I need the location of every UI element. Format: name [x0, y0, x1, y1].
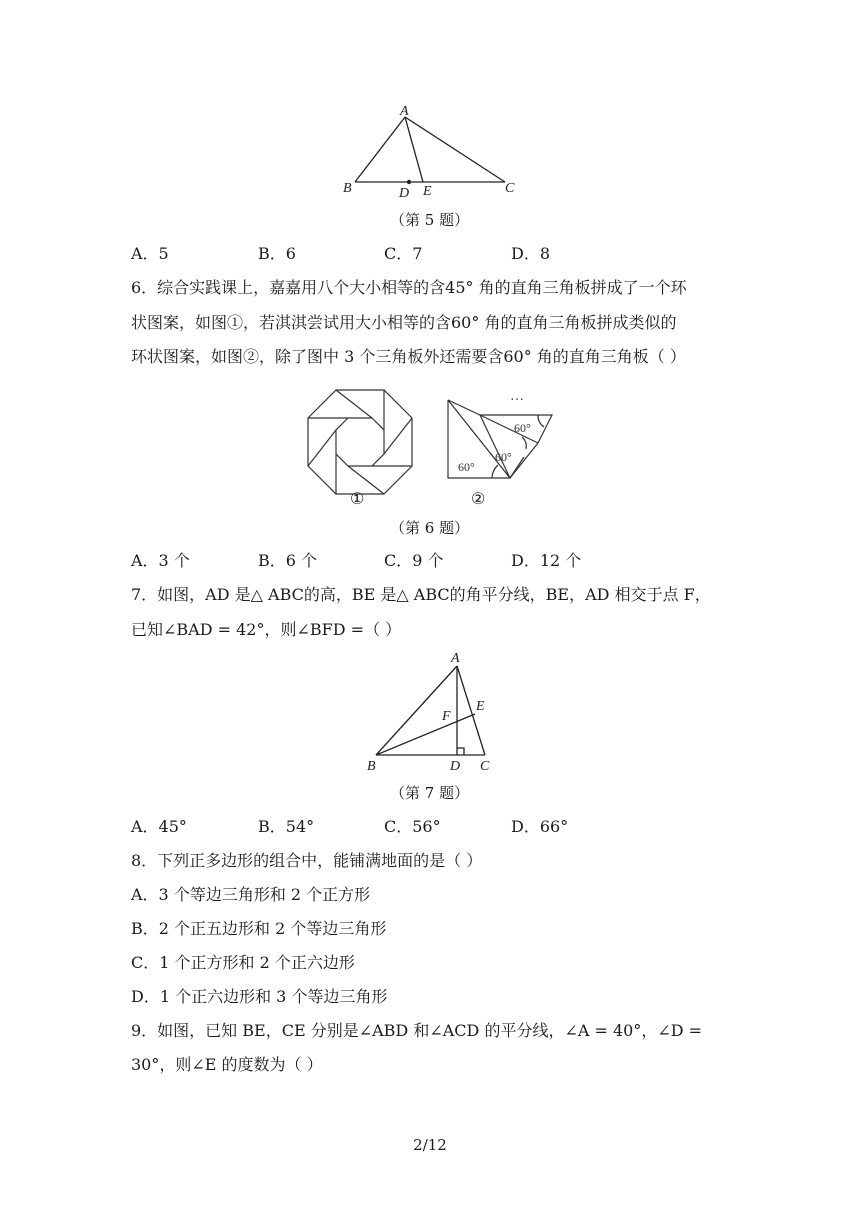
- q6-caption: （第 6 题）: [390, 519, 470, 537]
- q5-label-c: C: [505, 181, 515, 196]
- q5-caption: （第 5 题）: [390, 211, 470, 229]
- q7-label-c: C: [480, 759, 490, 774]
- q6-figure-2-label: ②: [471, 489, 486, 508]
- q8-option-a: A．3 个等边三角形和 2 个正方形: [131, 885, 371, 904]
- page-number: 2/12: [413, 1136, 447, 1154]
- q6-stem-line2: 状图案，如图①，若淇淇尝试用大小相等的含60° 角的直角三角板拼成类似的: [131, 313, 677, 332]
- q7-stem-line2: 已知∠BAD = 42°，则∠BFD =（ ）: [131, 620, 402, 639]
- q9-stem-line1: 9．如图，已知 BE，CE 分别是∠ABD 和∠ACD 的平分线，∠A = 40°，∠D =: [131, 1021, 703, 1040]
- q5-label-d: D: [399, 186, 410, 201]
- q5-label-a: A: [400, 104, 409, 119]
- q5-figure: [335, 100, 525, 205]
- q8-option-d: D．1 个正六边形和 3 个等边三角形: [131, 987, 388, 1006]
- q6-figure-1-label: ①: [350, 489, 365, 508]
- q7-label-e: E: [476, 699, 485, 714]
- q6-option-a: A．3 个: [131, 551, 190, 570]
- q7-caption: （第 7 题）: [390, 784, 470, 802]
- q7-figure: [362, 646, 502, 776]
- q7-option-d: D．66°: [511, 817, 569, 836]
- q6-figure-2: [440, 385, 560, 485]
- q5-option-b: B．6: [258, 244, 296, 263]
- q5-point-d: [407, 180, 411, 184]
- q6-option-b: B．6 个: [258, 551, 318, 570]
- q6-stem-line3: 环状图案，如图②，除了图中 3 个三角板外还需要含60° 角的直角三角板（ ）: [131, 347, 686, 366]
- q8-option-c: C．1 个正方形和 2 个正六边形: [131, 953, 355, 972]
- q7-option-a: A．45°: [131, 817, 187, 836]
- q6-angle-label-2: 60°: [495, 450, 512, 464]
- q7-stem-line1: 7．如图，AD 是△ ABC的高，BE 是△ ABC的角平分线，BE，AD 相交于点 F，: [131, 585, 711, 604]
- q6-stem-line1: 6．综合实践课上，嘉嘉用八个大小相等的含45° 角的直角三角板拼成了一个环: [131, 278, 687, 297]
- q6-figure-2-ellipsis: …: [510, 389, 524, 404]
- q7-label-b: B: [367, 759, 376, 774]
- q8-stem: 8．下列正多边形的组合中，能铺满地面的是（ ）: [131, 851, 483, 870]
- q9-stem-line2: 30°，则∠E 的度数为（ ）: [131, 1055, 323, 1074]
- q6-option-d: D．12 个: [511, 551, 582, 570]
- q5-label-e: E: [423, 184, 432, 199]
- q6-angle-label-3: 60°: [458, 460, 475, 474]
- q7-label-f: F: [442, 709, 451, 724]
- q5-option-a: A．5: [131, 244, 169, 263]
- q7-option-b: B．54°: [258, 817, 315, 836]
- q5-option-c: C．7: [384, 244, 423, 263]
- q8-option-b: B．2 个正五边形和 2 个等边三角形: [131, 919, 387, 938]
- q5-option-d: D．8: [511, 244, 551, 263]
- q6-figure-1: [300, 380, 420, 505]
- q6-option-c: C．9 个: [384, 551, 444, 570]
- q7-option-c: C．56°: [384, 817, 441, 836]
- q7-label-a: A: [451, 651, 460, 666]
- q6-angle-label-1: 60°: [514, 421, 531, 435]
- q5-label-b: B: [343, 181, 352, 196]
- q7-label-d: D: [450, 759, 461, 774]
